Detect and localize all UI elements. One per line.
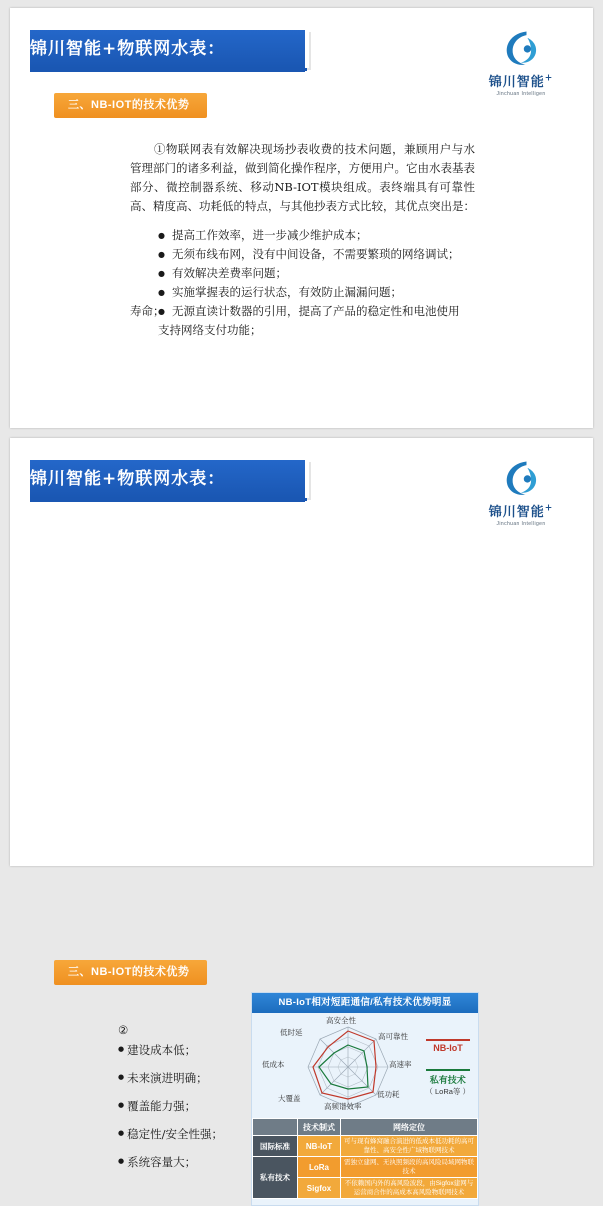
radar-axis-label-coverage: 大覆盖 [278, 1094, 301, 1103]
comparison-panel [251, 992, 479, 1206]
legend-private-tech: 私有技术 （ LoRa等 ） [425, 1069, 470, 1097]
list-item: ● 实施掌握表的运行状态，有效防止漏漏问题； [158, 283, 488, 302]
logo-text-en: Jinchuan Intelligen [496, 521, 546, 527]
panel-title: NB-IoT相对短距通信/私有技术优势明显 [252, 993, 478, 1013]
list-item: ● 有效解决差费率问题； [158, 264, 488, 283]
list-item: ● 覆盖能力强； [118, 1091, 248, 1119]
row-tech-desc: 需独立建网、无执照频段的高风险局域网物联技术 [341, 1157, 478, 1178]
table-header-positioning: 网络定位 [341, 1119, 478, 1136]
slide-2 [10, 438, 593, 1196]
list-item: ● 稳定性/安全性强； [118, 1119, 248, 1147]
row-tech-name: NB-IoT [298, 1136, 341, 1157]
row-tech-desc: 不依赖国内外的高风险波段，由Sigfox建网与运营商合作的高成本高风险物联网技术 [341, 1178, 478, 1199]
slide-1 [10, 8, 593, 428]
brand-swirl-icon [499, 456, 543, 500]
slide1-tail-line-1: 寿命； [130, 304, 165, 318]
list-item: ● 系统容量大； [118, 1147, 248, 1175]
row-category: 私有技术 [253, 1157, 298, 1199]
logo-text-en: Jinchuan Intelligen [496, 91, 546, 97]
radar-chart [252, 1013, 478, 1118]
list-item: ● 未来演进明确； [118, 1063, 248, 1091]
slide2-number-marker: ② [118, 1023, 129, 1037]
list-item: ● 无须布线布网，没有中间设备，不需要繁琐的网络调试； [158, 245, 488, 264]
logo-text-cn: 锦川智能+ [488, 73, 554, 90]
radar-axis-label-speed: 高速率 [389, 1060, 412, 1069]
tech-comparison-table [252, 1118, 478, 1199]
table-header-blank [253, 1119, 298, 1136]
list-item: ● 无源直读计数器的引用，提高了产品的稳定性和电池使用 [158, 302, 488, 321]
radar-axis-label-latency: 低时延 [280, 1028, 303, 1037]
slide1-title-underline [30, 68, 307, 71]
brand-swirl-icon [499, 26, 543, 70]
slide2-title: 锦川智能+物联网水表： [30, 469, 226, 489]
list-item: ● 提高工作效率，进一步减少维护成本； [158, 226, 488, 245]
table-header-row [253, 1119, 478, 1136]
slide1-logo [473, 26, 569, 97]
table-row [253, 1157, 478, 1178]
row-category: 国际标准 [253, 1136, 298, 1157]
logo-text-cn: 锦川智能+ [488, 503, 554, 520]
row-tech-name: LoRa [298, 1157, 341, 1178]
slide2-logo [473, 456, 569, 527]
list-item: ● 建设成本低； [118, 1035, 248, 1063]
radar-axis-label-cost: 低成本 [262, 1060, 285, 1069]
slide1-tail-line-2: 支持网络支付功能； [158, 323, 262, 337]
radar-axis-label-security: 高安全性 [326, 1016, 356, 1025]
legend-private-sub: （ LoRa等 ） [425, 1087, 470, 1096]
radar-axis-label-reliability: 高可靠性 [378, 1032, 408, 1041]
legend-color-swatch-nbiot [426, 1039, 470, 1041]
table-row [253, 1136, 478, 1157]
row-tech-desc: 可与现有蜂窝融合演进的低成本低功耗的高可靠性、高安全性广域物联网技术 [341, 1136, 478, 1157]
slide2-advantage-list [118, 1035, 248, 1175]
slide1-section-tag: 三、NB-IOT的技术优势 [54, 93, 207, 118]
slide1-title: 锦川智能+物联网水表： [30, 39, 226, 59]
slide1-paragraph: ①物联网表有效解决现场抄表收费的技术问题，兼顾用户与水管理部门的诸多利益，做到简化操作程序，方便用户。它由水表基表部分、微控制器系统、移动NB-IOT模块组成。表终端具有可靠性高、精度高、功耗低的特点，与其他抄表方式比较，其优点突出是： [130, 142, 475, 213]
legend-color-swatch-private [426, 1069, 470, 1071]
slide2-title-underline [30, 498, 307, 501]
legend-nbiot: NB-IoT [426, 1039, 470, 1053]
radar-axis-label-spectrum: 高频谱效率 [324, 1102, 362, 1111]
table-header-standard: 技术制式 [298, 1119, 341, 1136]
radar-axis-label-power: 低功耗 [377, 1090, 400, 1099]
slide2-section-tag: 三、NB-IOT的技术优势 [54, 960, 207, 985]
row-tech-name: Sigfox [298, 1178, 341, 1199]
